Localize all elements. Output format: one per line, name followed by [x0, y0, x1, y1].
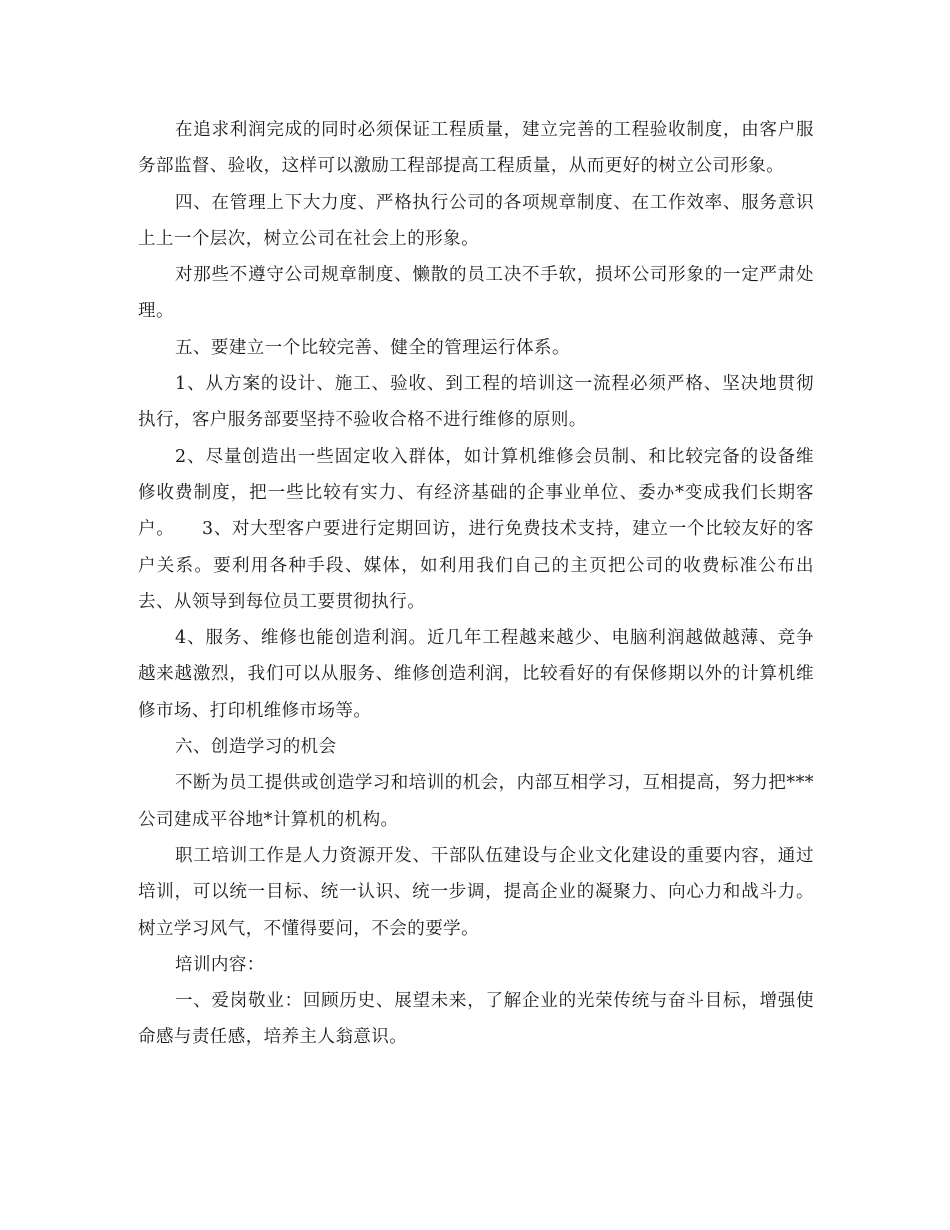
paragraph-item-2-3: 2、尽量创造出一些固定收入群体，如计算机维修会员制、和比较完备的设备维修收费制度，把一些比较有实力、有经济基础的企事业单位、委办*变成我们长期客户。 3、对大型客户要进行定期回访，进行免费技术支持，建立一个比较友好的客户关系。要利用各种手段、媒体，如利用我们自己的主页把公司的收费标准公布出去、从领导到每位员工要贯彻执行。	[138, 446, 814, 612]
paragraph-quality: 在追求利润完成的同时必须保证工程质量，建立完善的工程验收制度，由客户服务部监督、验收，这样可以激励工程部提高工程质量，从而更好的树立公司形象。	[138, 120, 814, 177]
paragraph-training-content: 培训内容：	[175, 954, 265, 975]
paragraph-section-six: 六、创造学习的机会	[175, 737, 337, 758]
paragraph-section-five: 五、要建立一个比较完善、健全的管理运行体系。	[175, 337, 570, 358]
document-body	[138, 112, 814, 1056]
paragraph-item-1: 1、从方案的设计、施工、验收、到工程的培训这一流程必须严格、坚决地贯彻执行，客户服务部要坚持不验收合格不进行维修的原则。	[138, 374, 814, 431]
paragraph-learning: 不断为员工提供或创造学习和培训的机会，内部互相学习，互相提高，努力把***公司建成平谷地*计算机的机构。	[138, 773, 814, 830]
paragraph-dedication: 一、爱岗敬业：回顾历史、展望未来，了解企业的光荣传统与奋斗目标，增强使命感与责任感，培养主人翁意识。	[138, 991, 814, 1048]
paragraph-discipline: 对那些不遵守公司规章制度、懒散的员工决不手软，损坏公司形象的一定严肃处理。	[138, 265, 814, 322]
paragraph-section-four: 四、在管理上下大力度、严格执行公司的各项规章制度、在工作效率、服务意识上上一个层次，树立公司在社会上的形象。	[138, 192, 814, 249]
paragraph-item-4: 4、服务、维修也能创造利润。近几年工程越来越少、电脑利润越做越薄、竞争越来越激烈，我们可以从服务、维修创造利润，比较看好的有保修期以外的计算机维修市场、打印机维修市场等。	[138, 628, 814, 721]
paragraph-training: 职工培训工作是人力资源开发、干部队伍建设与企业文化建设的重要内容，通过培训，可以统一目标、统一认识、统一步调，提高企业的凝聚力、向心力和战斗力。树立学习风气，不懂得要问，不会的要学。	[138, 845, 814, 939]
